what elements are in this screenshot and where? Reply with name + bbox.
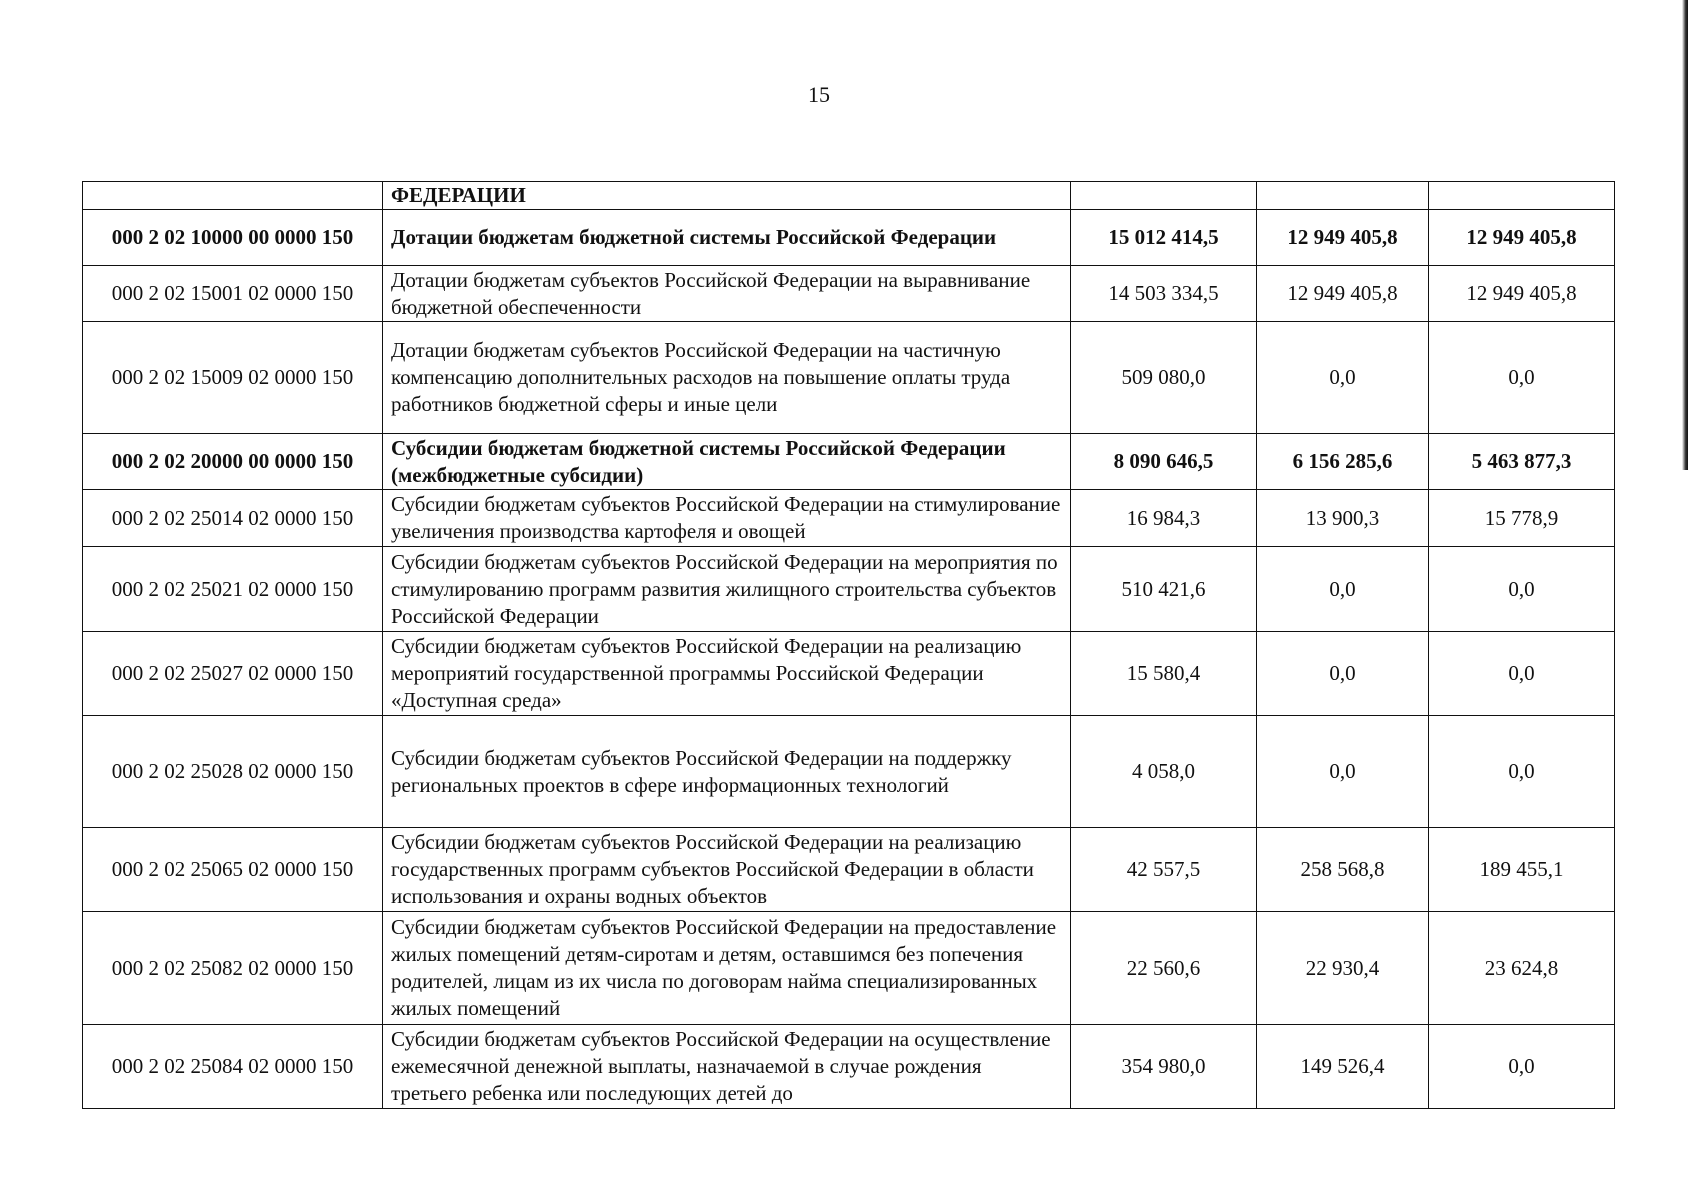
row-value-2: 12 949 405,8 bbox=[1257, 266, 1429, 322]
table-row bbox=[83, 322, 1615, 434]
row-value-2: 12 949 405,8 bbox=[1257, 210, 1429, 266]
row-value-3: 0,0 bbox=[1429, 632, 1615, 716]
row-value-3: 0,0 bbox=[1429, 716, 1615, 828]
row-code: 000 2 02 10000 00 0000 150 bbox=[83, 210, 383, 266]
row-value-2: 22 930,4 bbox=[1257, 912, 1429, 1025]
row-name: Субсидии бюджетам субъектов Российской Федерации на стимулирование увеличения производства картофеля и овощей bbox=[383, 490, 1071, 547]
table-row bbox=[83, 716, 1615, 828]
row-name: Субсидии бюджетам субъектов Российской Федерации на осуществление ежемесячной денежной выплаты, назначаемой в случае рождения третьего ребенка или последующих детей до bbox=[383, 1025, 1071, 1109]
row-value-2: 149 526,4 bbox=[1257, 1025, 1429, 1109]
row-code: 000 2 02 25027 02 0000 150 bbox=[83, 632, 383, 716]
table-row bbox=[83, 434, 1615, 490]
row-value-1: 15 580,4 bbox=[1071, 632, 1257, 716]
row-value-3: 0,0 bbox=[1429, 322, 1615, 434]
row-value-1: 22 560,6 bbox=[1071, 912, 1257, 1025]
row-value-3: 5 463 877,3 bbox=[1429, 434, 1615, 490]
page-number: 15 bbox=[808, 82, 830, 107]
table-row bbox=[83, 1025, 1615, 1109]
row-name: Субсидии бюджетам субъектов Российской Федерации на реализацию государственных программ субъектов Российской Федерации в области использования и охраны водных объектов bbox=[383, 828, 1071, 912]
row-value-2: 0,0 bbox=[1257, 547, 1429, 632]
row-code bbox=[83, 182, 383, 210]
scan-edge-shadow bbox=[1682, 0, 1688, 470]
table-row bbox=[83, 490, 1615, 547]
row-code: 000 2 02 25082 02 0000 150 bbox=[83, 912, 383, 1025]
row-value-1: 509 080,0 bbox=[1071, 322, 1257, 434]
table-row bbox=[83, 210, 1615, 266]
row-name: Субсидии бюджетам бюджетной системы Российской Федерации (межбюджетные субсидии) bbox=[383, 434, 1071, 490]
row-value-2: 258 568,8 bbox=[1257, 828, 1429, 912]
row-value-2: 0,0 bbox=[1257, 632, 1429, 716]
row-value-3: 12 949 405,8 bbox=[1429, 210, 1615, 266]
row-code: 000 2 02 20000 00 0000 150 bbox=[83, 434, 383, 490]
budget-table bbox=[82, 181, 1615, 1109]
row-value-3: 0,0 bbox=[1429, 547, 1615, 632]
row-value-1: 16 984,3 bbox=[1071, 490, 1257, 547]
row-value-1: 8 090 646,5 bbox=[1071, 434, 1257, 490]
row-value-2: 0,0 bbox=[1257, 322, 1429, 434]
row-value-3: 23 624,8 bbox=[1429, 912, 1615, 1025]
row-value-3: 12 949 405,8 bbox=[1429, 266, 1615, 322]
row-code: 000 2 02 25028 02 0000 150 bbox=[83, 716, 383, 828]
row-value-1: 15 012 414,5 bbox=[1071, 210, 1257, 266]
row-value-1: 354 980,0 bbox=[1071, 1025, 1257, 1109]
row-code: 000 2 02 25014 02 0000 150 bbox=[83, 490, 383, 547]
row-name: Субсидии бюджетам субъектов Российской Федерации на реализацию мероприятий государственной программы Российской Федерации «Доступная среда» bbox=[383, 632, 1071, 716]
row-code: 000 2 02 25021 02 0000 150 bbox=[83, 547, 383, 632]
row-value-3: 15 778,9 bbox=[1429, 490, 1615, 547]
row-code: 000 2 02 15001 02 0000 150 bbox=[83, 266, 383, 322]
row-name: Дотации бюджетам субъектов Российской Федерации на частичную компенсацию дополнительных расходов на повышение оплаты труда работников бюджетной сферы и иные цели bbox=[383, 322, 1071, 434]
row-code: 000 2 02 15009 02 0000 150 bbox=[83, 322, 383, 434]
table-row bbox=[83, 828, 1615, 912]
row-name: ФЕДЕРАЦИИ bbox=[383, 182, 1071, 210]
row-name: Субсидии бюджетам субъектов Российской Федерации на предоставление жилых помещений детям-сиротам и детям, оставшимся без попечения родителей, лицам из их числа по договорам найма специализированных жилых помещений bbox=[383, 912, 1071, 1025]
row-value-1: 42 557,5 bbox=[1071, 828, 1257, 912]
row-value-1: 14 503 334,5 bbox=[1071, 266, 1257, 322]
row-code: 000 2 02 25084 02 0000 150 bbox=[83, 1025, 383, 1109]
row-name: Дотации бюджетам бюджетной системы Российской Федерации bbox=[383, 210, 1071, 266]
table-row bbox=[83, 266, 1615, 322]
row-value-2 bbox=[1257, 182, 1429, 210]
row-value-3: 189 455,1 bbox=[1429, 828, 1615, 912]
table-row bbox=[83, 632, 1615, 716]
row-name: Субсидии бюджетам субъектов Российской Федерации на мероприятия по стимулированию программ развития жилищного строительства субъектов Российской Федерации bbox=[383, 547, 1071, 632]
row-value-2: 6 156 285,6 bbox=[1257, 434, 1429, 490]
row-value-1: 510 421,6 bbox=[1071, 547, 1257, 632]
row-value-1 bbox=[1071, 182, 1257, 210]
row-value-3 bbox=[1429, 182, 1615, 210]
row-value-3: 0,0 bbox=[1429, 1025, 1615, 1109]
table-row bbox=[83, 182, 1615, 210]
table-row bbox=[83, 547, 1615, 632]
row-value-2: 0,0 bbox=[1257, 716, 1429, 828]
row-name: Субсидии бюджетам субъектов Российской Федерации на поддержку региональных проектов в сфере информационных технологий bbox=[383, 716, 1071, 828]
row-value-2: 13 900,3 bbox=[1257, 490, 1429, 547]
row-code: 000 2 02 25065 02 0000 150 bbox=[83, 828, 383, 912]
row-name: Дотации бюджетам субъектов Российской Федерации на выравнивание бюджетной обеспеченности bbox=[383, 266, 1071, 322]
table-row bbox=[83, 912, 1615, 1025]
row-value-1: 4 058,0 bbox=[1071, 716, 1257, 828]
